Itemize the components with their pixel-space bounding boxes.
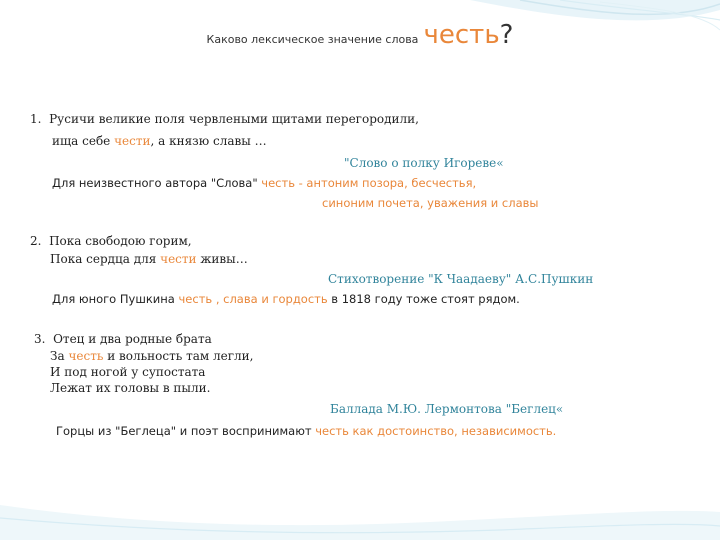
section3-note	[56, 424, 556, 439]
section1-note-highlight: честь - антоним позора, бесчестья,	[261, 176, 477, 190]
section1-number: 1.	[30, 112, 42, 126]
section1-verse-line2-start: ища себе	[52, 134, 115, 148]
section1-note	[52, 176, 476, 191]
section3-verse-line2-start: За	[50, 349, 69, 363]
section2-verse-line1: Пока свободою горим,	[49, 234, 192, 248]
section2-keyword: чести	[160, 252, 197, 266]
section1-keyword: чести	[114, 134, 151, 148]
section2-line2	[50, 252, 248, 267]
section1-verse-line1: Русичи великие поля червлеными щитами перегородили,	[49, 112, 419, 126]
section2-note-end: в 1818 году тоже стоят рядом.	[327, 292, 520, 306]
section2-verse-line2-end: живы…	[196, 252, 248, 266]
section3-line2	[50, 349, 253, 364]
title-word: честь	[423, 20, 500, 50]
section2-line1	[30, 234, 192, 249]
section3-number: 3.	[34, 332, 46, 346]
section3-verse-line2-end: и вольность там легли,	[103, 349, 254, 363]
section2-source: Стихотворение "К Чаадаеву" А.С.Пушкин	[328, 272, 594, 286]
section1-source: "Слово о полку Игореве«	[344, 156, 504, 170]
section3-line1	[34, 332, 212, 347]
section3-line4: Лежат их головы в пыли.	[50, 381, 211, 395]
section1-line1	[30, 112, 419, 127]
section3-line3: И под ногой у супостата	[50, 365, 206, 379]
section3-source: Баллада М.Ю. Лермонтова "Беглец«	[330, 402, 564, 416]
title-question-mark: ?	[499, 20, 514, 50]
section2-number: 2.	[30, 234, 42, 248]
section3-verse-line1: Отец и два родные брата	[53, 332, 212, 346]
section2-verse-line2-start: Пока сердца для	[50, 252, 161, 266]
section1-note-start: Для неизвестного автора "Слова"	[52, 176, 262, 190]
title-lead: Каково лексическое значение слова	[206, 33, 419, 46]
section2-note-start: Для юного Пушкина	[52, 292, 179, 306]
section2-note	[52, 292, 520, 307]
section3-keyword: честь	[68, 349, 104, 363]
section3-note-highlight: честь как достоинство, независимость.	[315, 424, 557, 438]
slide-title	[0, 20, 720, 50]
section1-note-line2: синоним почета, уважения и славы	[322, 196, 539, 210]
section1-verse-line2-end: , а князю славы …	[150, 134, 267, 148]
section1-line2	[52, 134, 267, 149]
section2-note-highlight: честь , слава и гордость	[178, 292, 328, 306]
section3-note-start: Горцы из "Беглеца" и поэт воспринимают	[56, 424, 316, 438]
